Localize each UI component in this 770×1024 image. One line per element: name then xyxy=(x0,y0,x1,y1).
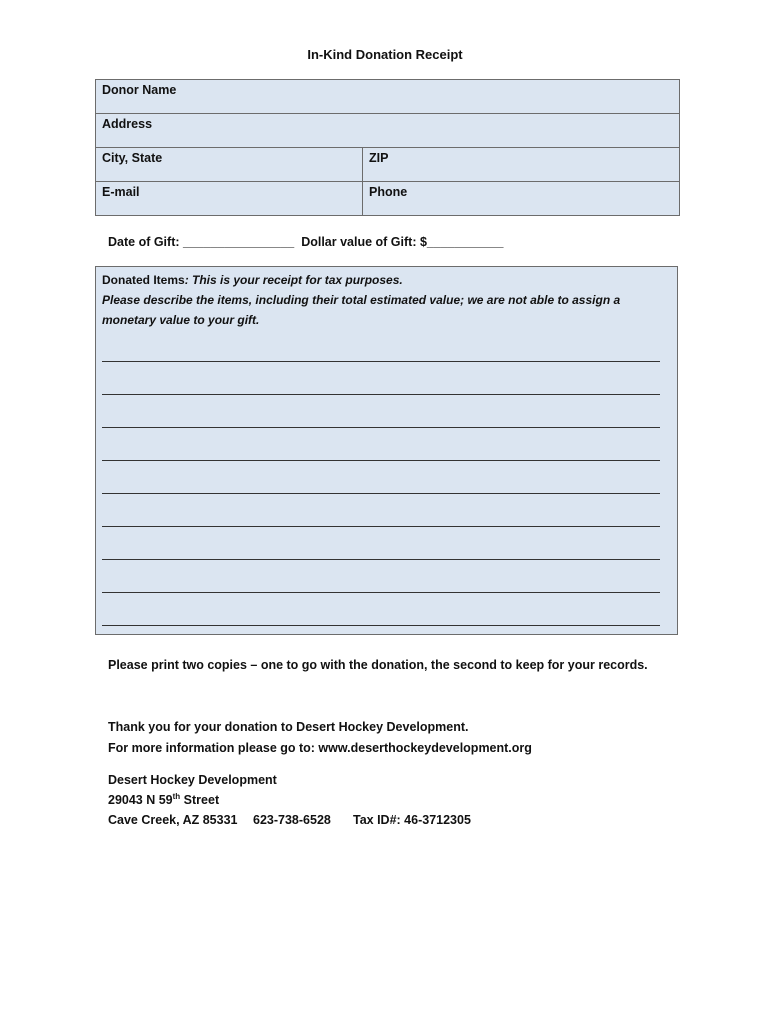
table-row xyxy=(96,114,680,148)
date-of-gift-label: Date of Gift: xyxy=(108,235,180,249)
gift-details xyxy=(108,235,503,249)
city-state-field[interactable] xyxy=(96,148,363,182)
description-line[interactable] xyxy=(102,461,660,494)
email-field[interactable] xyxy=(96,182,363,216)
page-title: In-Kind Donation Receipt xyxy=(307,47,463,62)
phone-field[interactable] xyxy=(363,182,680,216)
tax-id: Tax ID#: 46-3712305 xyxy=(353,813,471,827)
description-line[interactable] xyxy=(102,527,660,560)
city-zip: Cave Creek, AZ 85331 xyxy=(108,813,238,827)
description-line[interactable] xyxy=(102,560,660,593)
street-address xyxy=(108,790,471,810)
zip-field[interactable] xyxy=(363,148,680,182)
contact-row xyxy=(108,810,471,830)
donated-items-header xyxy=(102,270,677,330)
dollar-value-blank[interactable]: ___________ xyxy=(426,235,504,249)
print-note: Please print two copies – one to go with the donation, the second to keep for your records. xyxy=(108,658,648,672)
thank-you-line: Thank you for your donation to Desert Hockey Development. xyxy=(108,720,469,734)
donor-name-field[interactable] xyxy=(96,80,680,114)
organization-name: Desert Hockey Development xyxy=(108,773,277,787)
description-line[interactable] xyxy=(102,593,660,626)
description-line[interactable] xyxy=(102,494,660,527)
description-line[interactable] xyxy=(102,428,660,461)
date-of-gift-blank[interactable]: ________________ xyxy=(183,235,295,249)
donor-info-table xyxy=(95,79,680,216)
tax-receipt-note: : This is your receipt for tax purposes. xyxy=(184,273,403,287)
donor-name-label: Donor Name xyxy=(102,83,177,97)
table-row xyxy=(96,148,680,182)
phone-label: Phone xyxy=(369,185,408,199)
table-row xyxy=(96,182,680,216)
description-line[interactable] xyxy=(102,339,660,362)
donated-items-label: Donated Items xyxy=(102,273,185,287)
address-field[interactable] xyxy=(96,114,680,148)
street-suffix: th xyxy=(172,791,181,801)
description-line[interactable] xyxy=(102,362,660,395)
street-name: Street xyxy=(180,793,220,807)
street-number: 29043 N 59 xyxy=(108,793,173,807)
dollar-value-label: Dollar value of Gift: $ xyxy=(301,235,427,249)
donated-items-box xyxy=(95,266,678,635)
description-line[interactable] xyxy=(102,395,660,428)
thank-you-message xyxy=(108,717,532,759)
table-row xyxy=(96,80,680,114)
description-lines[interactable] xyxy=(102,339,677,626)
email-label: E-mail xyxy=(102,185,140,199)
organization-address xyxy=(108,770,471,830)
city-state-label: City, State xyxy=(102,151,163,165)
more-info-line: For more information please go to: www.deserthockeydevelopment.org xyxy=(108,741,532,755)
address-label: Address xyxy=(102,117,153,131)
zip-label: ZIP xyxy=(369,151,389,165)
donated-items-instructions: Please describe the items, including their total estimated value; we are not able to assign a monetary value to your gift. xyxy=(102,293,621,327)
org-phone: 623-738-6528 xyxy=(253,813,331,827)
